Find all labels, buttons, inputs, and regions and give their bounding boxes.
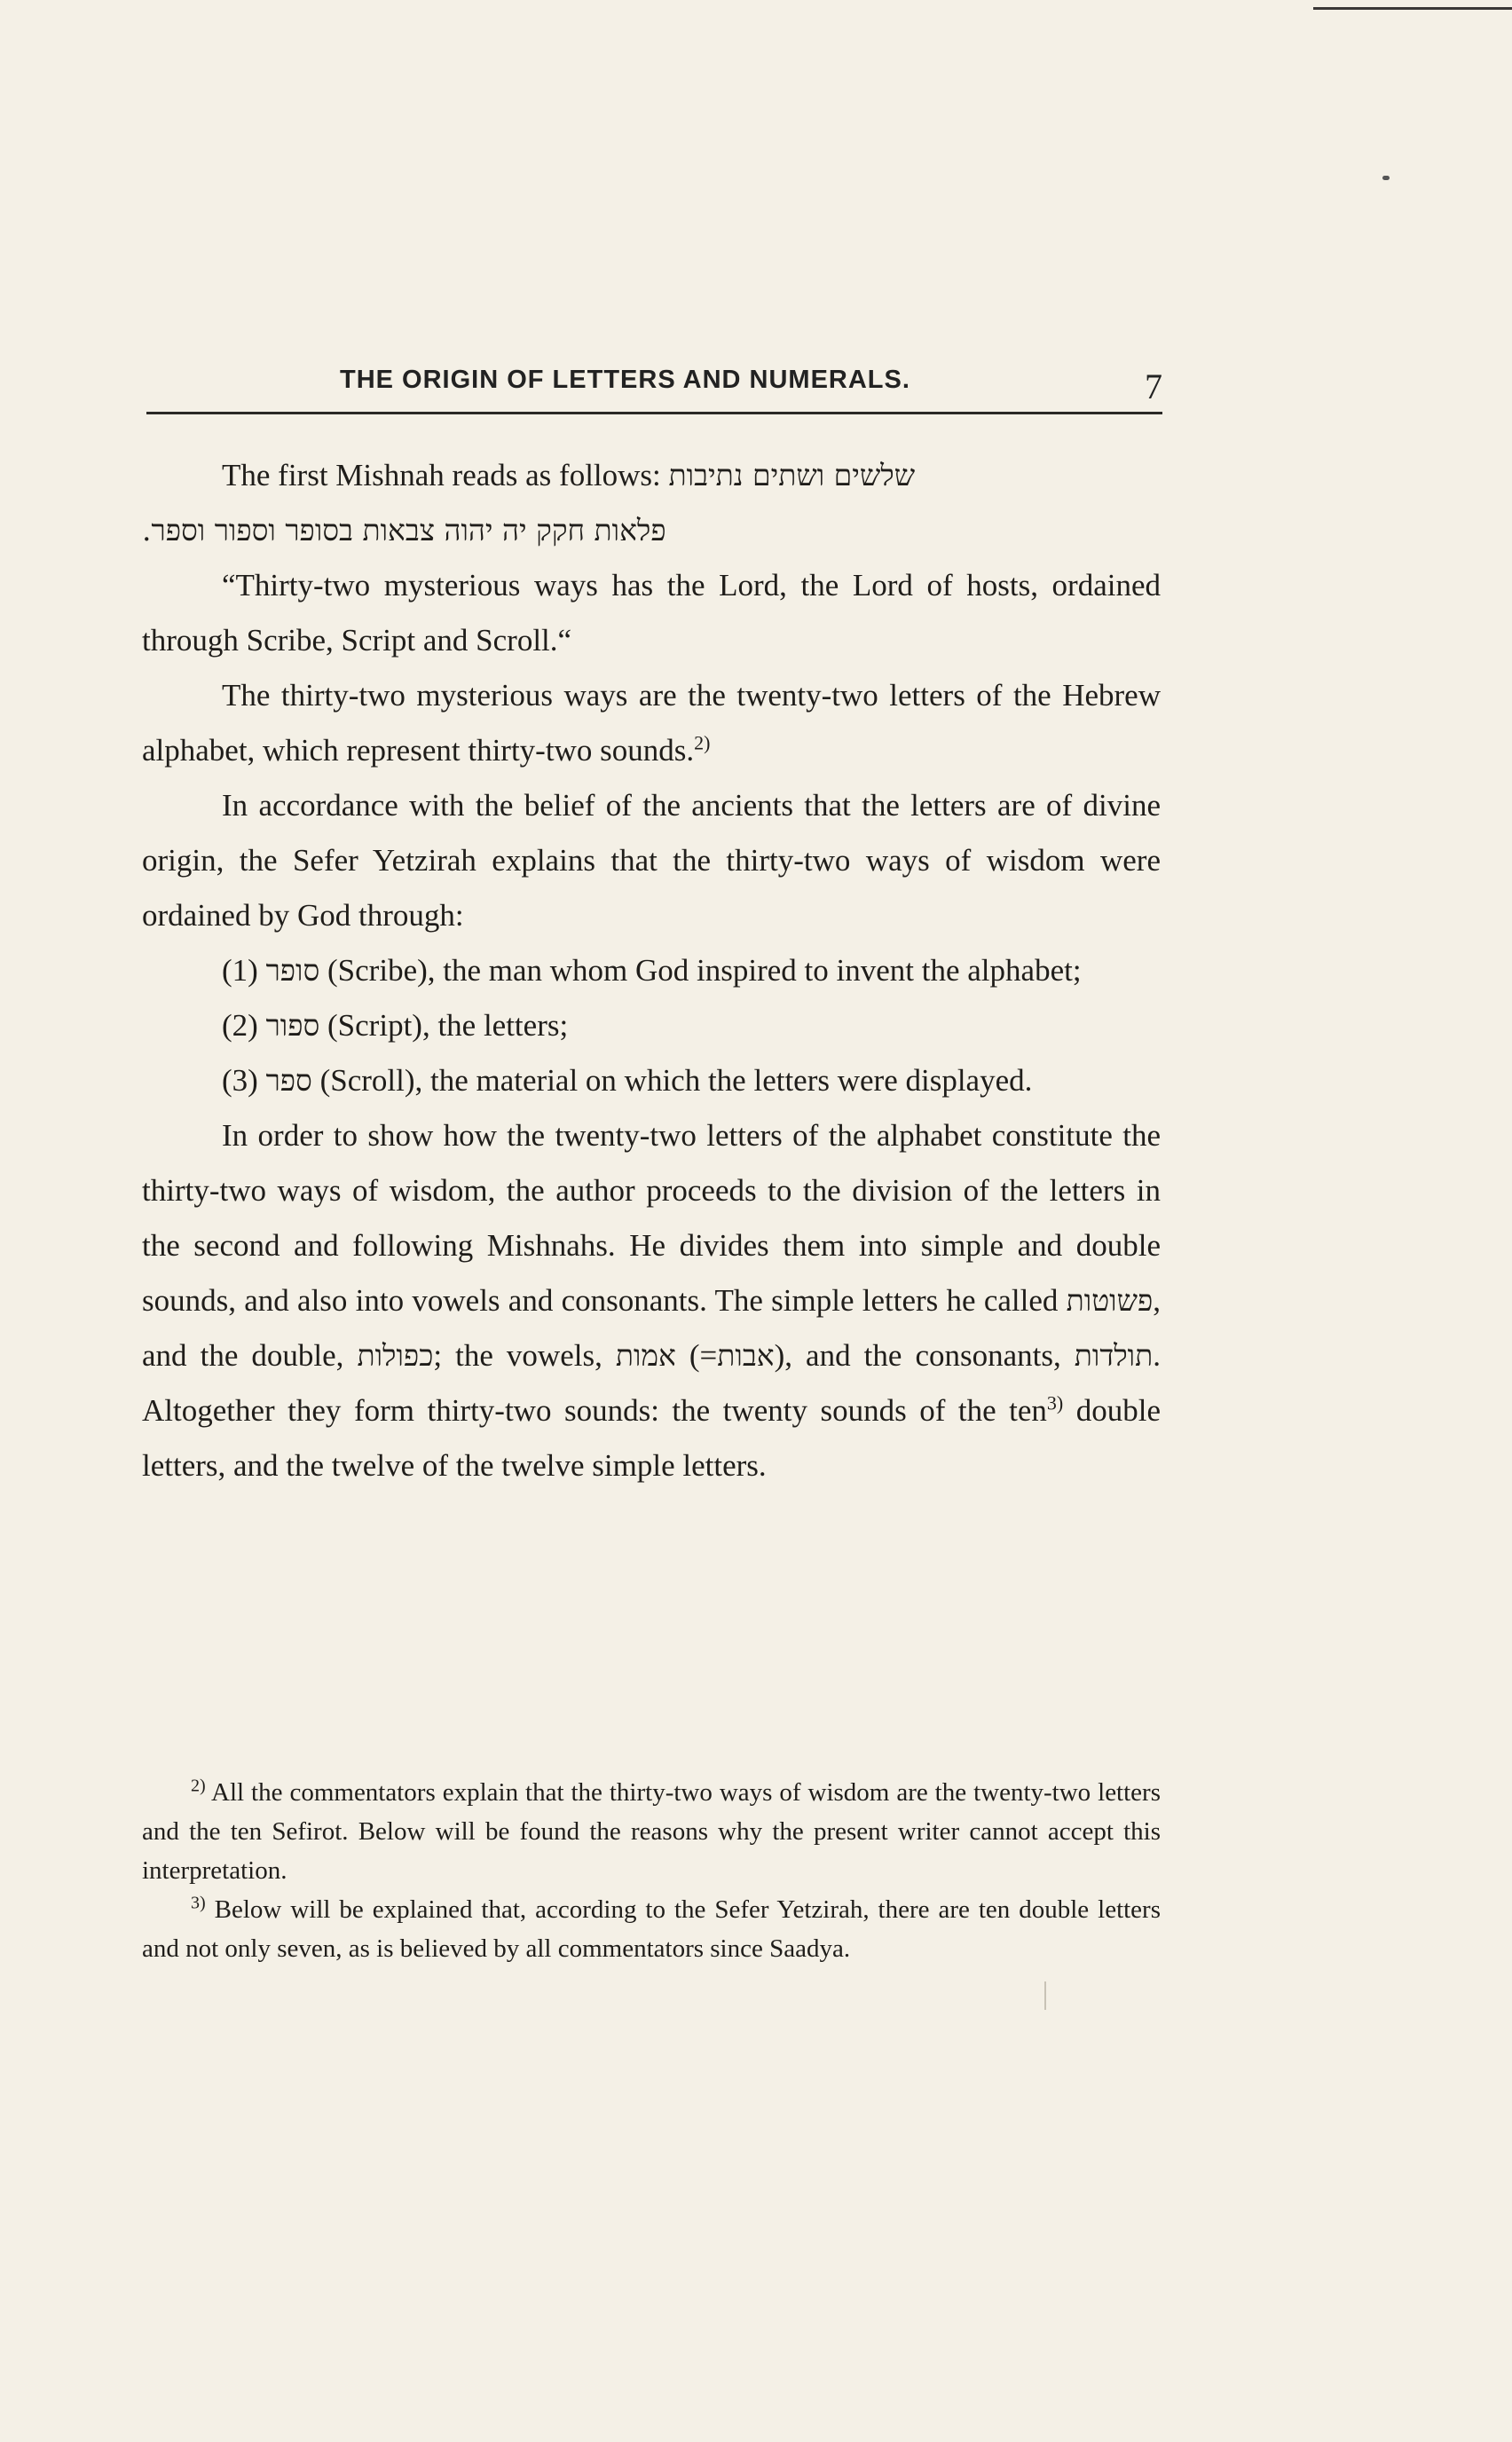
paper-speck <box>1382 176 1390 180</box>
header-title: THE ORIGIN OF LETTERS AND NUMERALS. <box>340 366 910 394</box>
text-run: In order to show how the twenty-two letters of the alphabet constitute the thirty-two ways of wisdom, the author proceeds to the division of the letters in the second and following Mishnahs. He divides them into simple and double sounds, and also into vowels and consonants. The simple letters he called <box>142 1118 1161 1318</box>
text-run: , and the double, <box>142 1283 1161 1373</box>
hebrew-word: פשוטות <box>1066 1283 1154 1318</box>
item-text: (Scribe), the man whom God inspired to invent the alphabet; <box>319 953 1082 988</box>
hebrew-word: ספור <box>265 1008 320 1043</box>
mysterious-ways-text: The thirty-two mysterious ways are the twenty-two letters of the Hebrew alphabet, which represent thirty-two sounds. <box>142 678 1161 768</box>
list-item-script <box>142 998 1161 1053</box>
footnotes <box>142 1773 1161 1968</box>
top-rule <box>1313 7 1512 10</box>
paragraph-divine-origin: In accordance with the belief of the ancients that the letters are of divine origin, the Sefer Yetzirah explains that the thirty-two ways of wisdom were ordained by God through: <box>142 788 1161 933</box>
hebrew-line <box>142 503 1161 558</box>
item-text: (Scroll), the material on which the letters were displayed. <box>311 1063 1033 1098</box>
list-item-scribe <box>142 943 1161 998</box>
text-run: double letters, and the twelve of the twelve simple letters. <box>142 1393 1161 1483</box>
hebrew-word: ספר <box>265 1063 312 1098</box>
footnote-ref-3: 3) <box>1046 1391 1064 1414</box>
running-header <box>146 366 1162 414</box>
footnote-marker: 3) <box>191 1893 206 1913</box>
paragraph-mishnah-intro <box>142 448 1161 503</box>
text-run: ), and the consonants, <box>774 1338 1075 1373</box>
hebrew-word: אמות <box>615 1338 676 1373</box>
mishnah-intro-text: The first Mishnah reads as follows: <box>222 458 669 492</box>
hebrew-phrase-a: שלשים ושתים נתיבות <box>668 458 916 492</box>
hebrew-word: תולדות <box>1074 1338 1154 1373</box>
footnote-text: All the commentators explain that the thirty-two ways of wisdom are the twenty-two letters and the ten Sefirot. Below will be found the reasons why the present writer cannot accept this interpretation. <box>142 1778 1161 1885</box>
footnote-ref-2: 2) <box>694 731 711 754</box>
text-run: (= <box>675 1338 718 1373</box>
paragraph-translation: “Thirty-two mysterious ways has the Lord, the Lord of hosts, ordained through Scribe, Script and Scroll.“ <box>142 568 1161 658</box>
item-number: (3) <box>222 1063 266 1098</box>
item-number: (2) <box>222 1008 266 1043</box>
text-run: ; the vowels, <box>433 1338 616 1373</box>
paragraph-division <box>142 1108 1161 1493</box>
item-text: (Script), the letters; <box>319 1008 569 1043</box>
hebrew-word: אבות <box>717 1338 775 1373</box>
list-item-scroll <box>142 1053 1161 1108</box>
hebrew-word: סופר <box>265 953 320 988</box>
footnote-3 <box>142 1890 1161 1968</box>
hebrew-phrase-b: פלאות חקק יה יהוה צבאות בסופר וספור וספר. <box>142 513 666 547</box>
paragraph-mysterious-ways <box>142 668 1161 778</box>
footnote-marker: 2) <box>191 1776 206 1796</box>
margin-mark <box>1044 1981 1046 2010</box>
main-text <box>142 448 1161 1493</box>
footnote-text: Below will be explained that, according to the Sefer Yetzirah, there are ten double letters and not only seven, as is believed by all commentators since Saadya. <box>142 1895 1161 1963</box>
item-number: (1) <box>222 953 266 988</box>
footnote-2 <box>142 1773 1161 1890</box>
hebrew-word: כפולות <box>357 1338 434 1373</box>
text-run: . Altogether they form thirty-two sounds: the twenty sounds of the ten <box>142 1338 1161 1428</box>
page-number: 7 <box>1145 366 1162 406</box>
